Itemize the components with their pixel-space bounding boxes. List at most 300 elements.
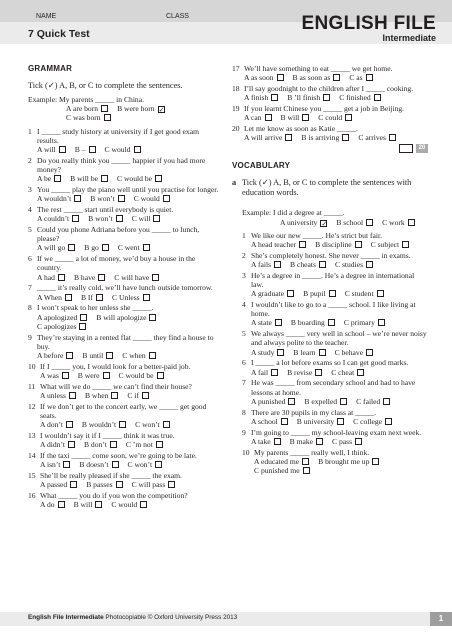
option-label: A punished: [251, 396, 286, 406]
question-text: I’ll say goodnight to the children after I _____ cooking.: [244, 84, 414, 93]
tick-box[interactable]: [366, 349, 373, 356]
option: [40, 460, 70, 469]
question-text: They’re staying in a rented flat _____ they find a house to buy.: [37, 332, 214, 351]
question-text: I _____ a lot before exams so I can get good marks.: [251, 358, 409, 368]
option-label: C behave: [334, 347, 364, 357]
option: [81, 293, 103, 302]
option: [244, 93, 278, 102]
option-label: B will be: [70, 174, 98, 184]
tick-box[interactable]: [374, 94, 381, 101]
option: [40, 391, 76, 400]
question-item: [232, 64, 428, 82]
option: [112, 293, 150, 302]
question-body: [254, 448, 428, 476]
answer-options: [37, 293, 220, 302]
tick-box[interactable]: [118, 195, 125, 202]
question-text: What will we do _____ we can’t find their house?: [40, 381, 192, 391]
option: [37, 214, 79, 223]
option: [301, 133, 349, 142]
option-label: B passes: [86, 480, 113, 490]
option: [75, 145, 96, 154]
option-label: B revise: [287, 367, 313, 377]
page-number: 1: [430, 612, 452, 626]
question-number: 17: [232, 64, 240, 73]
option: [304, 397, 347, 406]
answer-options: [37, 145, 220, 154]
option: [297, 417, 344, 426]
option-label: B were: [77, 371, 100, 381]
question-item: [28, 451, 220, 469]
question-item: [28, 205, 220, 223]
tick-box[interactable]: [337, 418, 344, 425]
answer-options: [37, 214, 220, 223]
tick-box[interactable]: [116, 215, 123, 222]
option: [345, 289, 384, 298]
tick-box[interactable]: [153, 215, 160, 222]
option-label: B won’t: [88, 214, 113, 224]
question-body: [244, 104, 428, 122]
option: [335, 260, 373, 269]
tick-box[interactable]: [116, 481, 123, 488]
question-number: 15: [28, 471, 36, 481]
tick-box[interactable]: [372, 458, 379, 465]
question-body: [37, 283, 220, 301]
question-body: [40, 471, 220, 489]
option-label: C will: [131, 214, 151, 224]
question-text: _____ it’s really cold, we’ll have lunch outside tomorrow.: [37, 283, 213, 293]
tick-box[interactable]: [168, 481, 175, 488]
option: [244, 73, 284, 82]
question-text: If the taxi _____ come soon, we’re going to be late.: [40, 451, 197, 461]
tick-box[interactable]: [302, 114, 309, 121]
option-label: C student: [344, 289, 374, 299]
option: [303, 289, 336, 298]
question-body: [37, 156, 220, 184]
tick-box[interactable]: [98, 274, 105, 281]
question-text: The rest _____ start until everybody is quiet.: [37, 205, 174, 215]
answer-options: [40, 440, 220, 449]
tick-box[interactable]: [342, 134, 349, 141]
option: [344, 318, 385, 327]
question-number: 6: [28, 254, 32, 264]
option: [118, 243, 150, 252]
tick-box[interactable]: [140, 501, 147, 508]
tick-box[interactable]: [357, 369, 364, 376]
tick-box[interactable]: [149, 314, 156, 321]
page-title: 7 Quick Test: [28, 28, 90, 40]
tick-box[interactable]: [319, 261, 326, 268]
class-label: CLASS: [166, 13, 189, 20]
tick-box[interactable]: [101, 105, 108, 112]
tick-box[interactable]: [156, 441, 163, 448]
tick-box[interactable]: [323, 94, 330, 101]
tick-box[interactable]: [163, 195, 170, 202]
question-body: [37, 205, 220, 223]
option: [84, 243, 109, 252]
tick-box[interactable]: [119, 421, 126, 428]
question-text: I won’t speak to her unless she _____.: [37, 303, 154, 313]
tick-box[interactable]: [366, 74, 373, 81]
question-text: She’s completely honest. She never _____ in exams.: [251, 250, 411, 260]
tick-box[interactable]: [385, 418, 392, 425]
question-number: 9: [28, 332, 32, 342]
option-label: B don’t: [83, 440, 107, 450]
tick-box[interactable]: [275, 319, 282, 326]
question-item: [232, 378, 428, 406]
option: [281, 113, 310, 122]
tick-box[interactable]: [155, 175, 162, 182]
option-label: B learn: [293, 347, 316, 357]
brand-title: ENGLISH FILE: [301, 13, 436, 34]
question-number: 2: [242, 250, 246, 260]
tick-box[interactable]: [340, 398, 347, 405]
tick-box[interactable]: [103, 372, 110, 379]
tick-box[interactable]: [402, 241, 409, 248]
tick-box[interactable]: [66, 352, 73, 359]
tick-box[interactable]: [408, 219, 415, 226]
option: [371, 240, 409, 249]
option-label: C punished me: [254, 466, 300, 476]
question-body: [251, 358, 428, 376]
option-label: B go: [84, 243, 99, 253]
tick-box[interactable]: [110, 441, 117, 448]
option: [119, 371, 164, 380]
option-label: A apologized: [37, 312, 78, 322]
option-label: B pupil: [303, 289, 326, 299]
tick-box[interactable]: [302, 458, 309, 465]
option: [79, 460, 118, 469]
tick-box[interactable]: [58, 274, 65, 281]
tick-box[interactable]: [112, 461, 119, 468]
option-label: C arrives: [358, 133, 386, 143]
tick-box[interactable]: [163, 421, 170, 428]
option-label: C failed: [356, 396, 381, 406]
question-number: 4: [242, 300, 246, 310]
question-body: [37, 127, 220, 155]
tick-box[interactable]: [134, 146, 141, 153]
option-label: A head teacher: [251, 240, 297, 250]
tick-box[interactable]: [149, 352, 156, 359]
option-label: C won’t: [127, 460, 153, 470]
option: [134, 194, 170, 203]
vocabulary-example: [232, 208, 428, 226]
question-body: [251, 271, 428, 299]
question-item: [28, 127, 220, 155]
tick-box[interactable]: ✓: [321, 219, 328, 228]
option: [353, 417, 392, 426]
tick-box[interactable]: [72, 215, 79, 222]
option-label: A take: [251, 436, 271, 446]
tick-box[interactable]: [155, 461, 162, 468]
answer-options: [244, 93, 428, 102]
question-text: If you learnt Chinese you _____ get a job in Beijing.: [244, 104, 405, 113]
option-label: B will: [73, 500, 93, 510]
answer-options: [251, 260, 428, 269]
option-label: B ’ll finish: [287, 93, 321, 103]
tick-box[interactable]: [58, 501, 65, 508]
tick-box[interactable]: [319, 349, 326, 356]
question-body: [251, 231, 428, 249]
question-text: I wouldn’t like to go to a _____ school. I like living at home.: [251, 300, 416, 319]
answer-options: [251, 397, 428, 406]
tick-box[interactable]: [79, 323, 86, 330]
tick-box[interactable]: [265, 114, 272, 121]
tick-box[interactable]: [59, 146, 66, 153]
tick-box[interactable]: [66, 421, 73, 428]
option: [318, 113, 352, 122]
tick-box[interactable]: [143, 244, 150, 251]
question-text: We like our new _____. He’s strict but fair.: [251, 230, 382, 240]
tick-box[interactable]: [303, 467, 310, 474]
tick-box[interactable]: [96, 294, 103, 301]
tick-box[interactable]: [54, 175, 61, 182]
part-letter: a: [232, 178, 237, 188]
tick-box[interactable]: [68, 244, 75, 251]
option-label: C if: [127, 391, 139, 401]
question-number: 16: [28, 491, 36, 501]
question-body: [251, 251, 428, 269]
question-text: We’ll have something to eat _____ we get home.: [244, 64, 393, 73]
grammar-list: [28, 127, 220, 510]
vocabulary-part-a: [232, 178, 428, 202]
tick-box[interactable]: [366, 261, 373, 268]
tick-box[interactable]: [274, 261, 281, 268]
option: [105, 145, 141, 154]
tick-box[interactable]: [389, 134, 396, 141]
option-label: C won’t: [135, 420, 160, 430]
question-body: [40, 451, 220, 469]
option: [336, 218, 373, 227]
option: [358, 133, 396, 142]
brand-level: Intermediate: [382, 33, 436, 43]
option: [96, 313, 156, 322]
left-column: [28, 64, 220, 511]
option-label: C subject: [370, 240, 400, 250]
option-label: C will have: [114, 272, 150, 282]
option-label: C would: [104, 145, 131, 155]
question-body: [40, 431, 220, 449]
option: [74, 273, 105, 282]
option-label: B were born: [117, 104, 155, 114]
option-label: B is arriving: [301, 133, 340, 143]
tick-box[interactable]: [274, 438, 281, 445]
tick-box[interactable]: [95, 501, 102, 508]
tick-box[interactable]: [315, 369, 322, 376]
option-label: C studies: [334, 260, 364, 270]
tick-box[interactable]: [271, 369, 278, 376]
tick-box[interactable]: [74, 195, 81, 202]
tick-box[interactable]: [143, 294, 150, 301]
question-number: 1: [242, 230, 246, 240]
answer-options: [254, 457, 428, 475]
tick-box[interactable]: [104, 114, 111, 121]
option-label: C would be: [118, 371, 154, 381]
question-item: [28, 431, 220, 449]
answer-options: [251, 240, 428, 249]
option: [37, 273, 65, 282]
question-item: [232, 428, 428, 446]
option-label: A didn’t: [40, 440, 65, 450]
tick-box[interactable]: [111, 392, 118, 399]
tick-box[interactable]: [62, 372, 69, 379]
question-body: [40, 402, 220, 430]
tick-box[interactable]: [277, 349, 284, 356]
score-total: 20: [416, 144, 428, 153]
option-label: C will pass: [131, 480, 166, 490]
score-box[interactable]: [399, 144, 413, 153]
question-number: 10: [242, 447, 250, 457]
tick-box[interactable]: [378, 319, 385, 326]
option: [40, 500, 65, 509]
question-body: [251, 300, 428, 328]
question-item: [28, 382, 220, 400]
option: [128, 460, 163, 469]
question-body: [37, 254, 220, 282]
tick-box[interactable]: [328, 319, 335, 326]
tick-box[interactable]: [281, 418, 288, 425]
tick-box[interactable]: [345, 114, 352, 121]
option: [37, 322, 86, 331]
tick-box[interactable]: [271, 94, 278, 101]
grammar-heading: GRAMMAR: [28, 64, 73, 73]
option-label: C ’m not: [125, 440, 153, 450]
tick-box[interactable]: [89, 146, 96, 153]
option: [287, 93, 330, 102]
question-text: If I _____ you, I would look for a better-paid job.: [40, 361, 191, 371]
question-number: 8: [28, 303, 32, 313]
option-label: A state: [251, 318, 272, 328]
tick-box[interactable]: [277, 74, 284, 81]
option-label: C when: [122, 351, 146, 361]
option: [287, 368, 322, 377]
option: [74, 500, 103, 509]
option: [82, 351, 113, 360]
tick-box[interactable]: [102, 244, 109, 251]
tick-box[interactable]: [377, 290, 384, 297]
option: [254, 466, 310, 475]
footer-copyright: Photocopiable © Oxford University Press 2013: [103, 614, 238, 621]
option: [293, 348, 325, 357]
option: [66, 113, 111, 122]
option: [82, 420, 126, 429]
tick-box[interactable]: [316, 438, 323, 445]
question-text: Could you phone Adriana before you _____ to lunch, please?: [37, 225, 200, 244]
option: [37, 351, 73, 360]
answer-options: [251, 318, 428, 327]
option: [114, 273, 159, 282]
option: [244, 133, 292, 142]
option: [290, 437, 323, 446]
option-label: A study: [251, 347, 275, 357]
tick-box[interactable]: [80, 314, 87, 321]
tick-box[interactable]: [106, 352, 113, 359]
question-item: [28, 491, 220, 509]
option-label: A couldn’t: [37, 214, 70, 224]
tick-box[interactable]: [69, 392, 76, 399]
tick-box[interactable]: [142, 392, 149, 399]
option-label: B –: [74, 145, 86, 155]
question-number: 19: [232, 104, 240, 113]
tick-box[interactable]: [157, 372, 164, 379]
question-number: 12: [28, 401, 36, 411]
tick-box[interactable]: [333, 74, 340, 81]
answer-options: [40, 420, 220, 429]
option: [293, 73, 341, 82]
tick-box[interactable]: [65, 294, 72, 301]
question-body: [251, 329, 428, 357]
question-number: 9: [242, 427, 246, 437]
answer-options: [251, 348, 428, 357]
grammar-example: [28, 95, 220, 123]
option: [117, 104, 165, 113]
option-label: A When: [37, 292, 62, 302]
question-text: We always _____ very well in school – we’re never noisy and always polite to the teacher.: [251, 329, 427, 348]
option-label: A isn’t: [40, 460, 61, 470]
question-text: Let me know as soon as Katie _____.: [244, 124, 358, 133]
answer-options: [40, 500, 220, 509]
tick-box[interactable]: [287, 290, 294, 297]
question-body: [244, 64, 428, 82]
option: [251, 240, 306, 249]
tick-box[interactable]: [152, 274, 159, 281]
tick-box[interactable]: [299, 241, 306, 248]
tick-box[interactable]: [68, 441, 75, 448]
option-label: A will go: [37, 243, 66, 253]
tick-box[interactable]: [288, 398, 295, 405]
option-label: B discipline: [315, 240, 352, 250]
question-number: 18: [232, 84, 240, 93]
tick-box[interactable]: [355, 241, 362, 248]
tick-box[interactable]: [355, 438, 362, 445]
question-item: [28, 471, 220, 489]
option: [251, 260, 281, 269]
option-label: A passed: [40, 480, 68, 490]
question-body: [40, 491, 220, 509]
option-label: A as soon: [244, 73, 274, 83]
question-item: [28, 402, 220, 430]
question-item: [232, 408, 428, 426]
example-options: [242, 218, 428, 227]
option-label: C pass: [332, 436, 353, 446]
option-label: C was born: [66, 113, 101, 123]
option-label: A educated me: [254, 456, 300, 466]
tick-box[interactable]: [383, 398, 390, 405]
tick-box[interactable]: [63, 461, 70, 468]
question-text: What _____ you do if you won the competition?: [40, 491, 188, 501]
brand-logo: [302, 14, 437, 43]
option-label: C would be: [116, 174, 152, 184]
option: [84, 440, 117, 449]
tick-box[interactable]: [70, 481, 77, 488]
example-prompt: Example: My parents _____ in China.: [28, 95, 144, 104]
option: [37, 194, 81, 203]
option-label: A university: [280, 217, 318, 227]
question-number: 5: [242, 329, 246, 339]
option: [37, 243, 75, 252]
answer-options: [40, 460, 220, 469]
tick-box[interactable]: [329, 290, 336, 297]
option: [251, 289, 294, 298]
option-label: B when: [84, 391, 109, 401]
tick-box[interactable]: ✓: [158, 106, 165, 115]
tick-box[interactable]: [366, 219, 373, 226]
option: [339, 93, 380, 102]
option-label: B wouldn’t: [81, 420, 117, 430]
option: [66, 104, 108, 113]
tick-box[interactable]: [285, 134, 292, 141]
option: [40, 480, 77, 489]
tick-box[interactable]: [101, 175, 108, 182]
